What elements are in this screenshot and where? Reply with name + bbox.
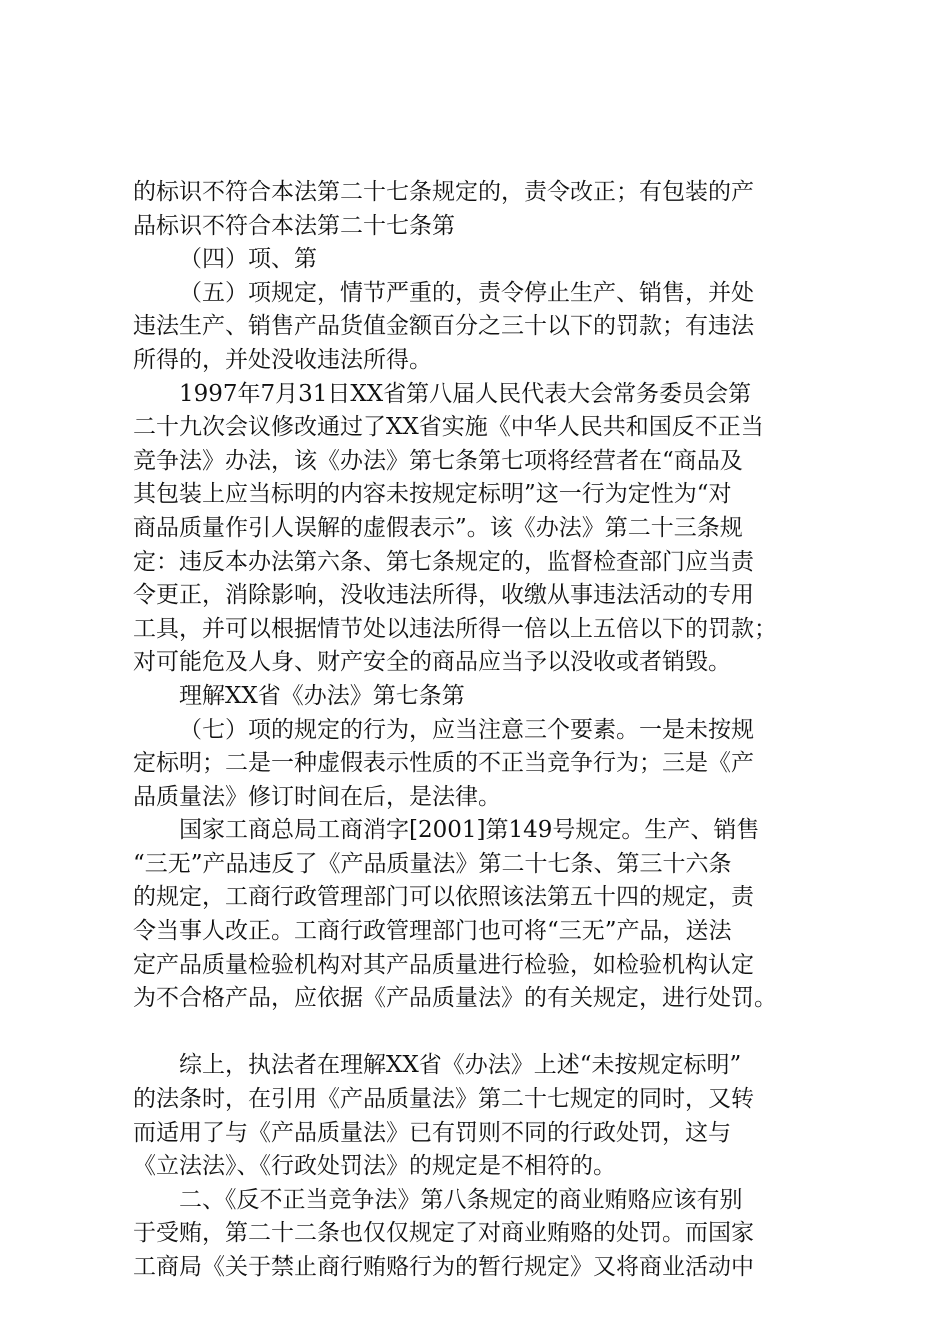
text-line: 《立法法》、《行政处罚法》的规定是不相符的。 xyxy=(133,1153,616,1180)
text-line: 理解XX省《办法》第七条第 xyxy=(179,682,465,709)
blank-line xyxy=(133,1016,843,1050)
text-line: 定：违反本办法第六条、第七条规定的，监督检查部门应当责 xyxy=(133,548,754,575)
text-line: 于受贿，第二十二条也仅仅规定了对商业贿赂的处罚。而国家 xyxy=(133,1220,754,1247)
text-line: （七）项的规定的行为，应当注意三个要素。一是未按规 xyxy=(179,716,754,743)
text-line: 1997年7月31日XX省第八届人民代表大会常务委员会第 xyxy=(179,380,752,407)
text-line: 其包装上应当标明的内容未按规定标明”这一行为定性为“对 xyxy=(133,481,732,508)
text-line: 的标识不符合本法第二十七条规定的，责令改正；有包装的产 xyxy=(133,179,754,205)
text-line: 定产品质量检验机构对其产品质量进行检验，如检验机构认定 xyxy=(133,951,754,978)
text-line: 品质量法》修订时间在后，是法律。 xyxy=(133,783,501,810)
text-line: “三无”产品违反了《产品质量法》第二十七条、第三十六条 xyxy=(133,850,732,877)
text-line: 国家工商总局工商消字[2001]第149号规定。生产、销售 xyxy=(179,817,760,844)
document-body xyxy=(133,176,843,1285)
text-line: 定标明；二是一种虚假表示性质的不正当竞争行为；三是《产 xyxy=(133,750,754,777)
text-line: 二十九次会议修改通过了XX省实施《中华人民共和国反不正当 xyxy=(133,414,764,441)
text-line: （五）项规定，情节严重的，责令停止生产、销售，并处 xyxy=(179,279,754,306)
text-line: 商品质量作引人误解的虚假表示”。该《办法》第二十三条规 xyxy=(133,514,743,541)
text-line: 综上，执法者在理解XX省《办法》上述“未按规定标明” xyxy=(179,1052,742,1079)
text-line: 为不合格产品，应依据《产品质量法》的有关规定，进行处罚。 xyxy=(133,985,777,1012)
text-line: 令当事人改正。工商行政管理部门也可将“三无”产品，送法 xyxy=(133,918,732,945)
text-line: 令更正，消除影响，没收违法所得，收缴从事违法活动的专用 xyxy=(133,582,754,609)
text-line: 违法生产、销售产品货值金额百分之三十以下的罚款；有违法 xyxy=(133,313,754,340)
text-line: 而适用了与《产品质量法》已有罚则不同的行政处罚，这与 xyxy=(133,1119,731,1146)
text-line: 竞争法》办法，该《办法》第七条第七项将经营者在“商品及 xyxy=(133,447,743,474)
text-line: 工商局《关于禁止商行贿赂行为的暂行规定》又将商业活动中 xyxy=(133,1254,754,1280)
text-line: 品标识不符合本法第二十七条第 xyxy=(133,212,455,239)
text-line: 对可能危及人身、财产安全的商品应当予以没收或者销毁。 xyxy=(133,649,731,676)
text-line: 的法条时，在引用《产品质量法》第二十七规定的同时，又转 xyxy=(133,1086,754,1113)
text-line: （四）项、第 xyxy=(179,246,317,273)
text-line: 二、《反不正当竞争法》第八条规定的商业贿赂应该有别 xyxy=(179,1186,743,1213)
text-line: 的规定，工商行政管理部门可以依照该法第五十四的规定，责 xyxy=(133,884,754,911)
text-line: 所得的，并处没收违法所得。 xyxy=(133,346,432,373)
text-line: 工具，并可以根据情节处以违法所得一倍以上五倍以下的罚款； xyxy=(133,615,777,642)
